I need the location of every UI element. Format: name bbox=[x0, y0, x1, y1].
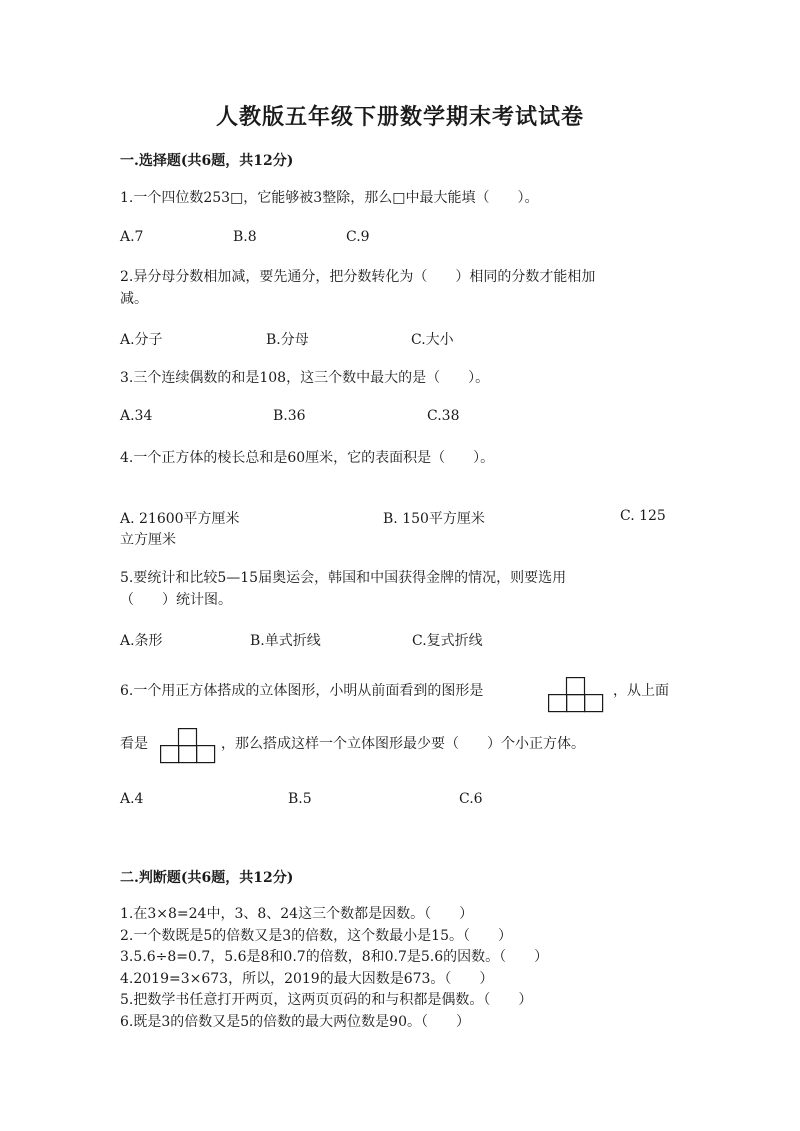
question-6-text-part2: ，从上面 bbox=[613, 683, 669, 699]
question-3-option-a: A.34 bbox=[120, 408, 153, 424]
question-5-text-line2: （ ）统计图。 bbox=[120, 592, 232, 608]
page-title: 人教版五年级下册数学期末考试试卷 bbox=[215, 104, 584, 130]
question-1-text: 1.一个四位数253□，它能够被3整除，那么□中最大能填（ ）。 bbox=[120, 190, 539, 206]
top-view-figure bbox=[160, 728, 216, 764]
judge-item-2: 2.一个数既是5的倍数又是3的倍数，这个数最小是15。（ ） bbox=[120, 927, 512, 944]
question-6-option-c: C.6 bbox=[459, 791, 483, 807]
question-2-text-line1: 2.异分母分数相加减，要先通分，把分数转化为（ ）相同的分数才能相加 bbox=[120, 269, 596, 285]
question-4-option-a: A. 21600平方厘米 bbox=[120, 511, 240, 527]
section-heading-judge: 二.判断题(共6题，共12分) bbox=[120, 870, 294, 886]
judge-item-6: 6.既是3的倍数又是5的倍数的最大两位数是90。（ ） bbox=[120, 1013, 470, 1030]
question-5-option-a: A.条形 bbox=[120, 633, 163, 649]
judge-item-3: 3.5.6÷8=0.7，5.6是8和0.7的倍数，8和0.7是5.6的因数。（ ） bbox=[120, 949, 549, 965]
question-6-option-b: B.5 bbox=[288, 791, 312, 807]
question-4-option-b: B. 150平方厘米 bbox=[383, 511, 485, 527]
judge-item-5: 5.把数学书任意打开两页，这两页页码的和与积都是偶数。（ ） bbox=[120, 992, 533, 1008]
question-1-option-b: B.8 bbox=[233, 229, 257, 245]
question-6-text-part4: ，那么搭成这样一个立体图形最少要（ ）个小正方体。 bbox=[221, 736, 585, 752]
question-2-text-line2: 减。 bbox=[120, 291, 148, 307]
judge-item-4: 4.2019=3×673，所以，2019的最大因数是673。（ ） bbox=[120, 970, 494, 987]
question-3-text: 3.三个连续偶数的和是108，这三个数中最大的是（ ）。 bbox=[120, 370, 490, 386]
question-4-option-c-wrap: 立方厘米 bbox=[120, 532, 176, 548]
front-view-figure bbox=[548, 677, 604, 713]
question-3-option-b: B.36 bbox=[273, 408, 306, 424]
question-2-option-a: A.分子 bbox=[120, 332, 163, 348]
question-3-option-c: C.38 bbox=[427, 408, 460, 424]
question-6-option-a: A.4 bbox=[120, 791, 144, 807]
question-6-text-part3: 看是 bbox=[120, 736, 148, 752]
question-4-text: 4.一个正方体的棱长总和是60厘米，它的表面积是（ ）。 bbox=[120, 450, 495, 466]
question-5-option-b: B.单式折线 bbox=[250, 633, 321, 649]
question-4-option-c: C. 125 bbox=[620, 508, 666, 524]
question-2-option-b: B.分母 bbox=[266, 332, 309, 348]
question-5-text-line1: 5.要统计和比较5—15届奥运会，韩国和中国获得金牌的情况，则要选用 bbox=[120, 570, 567, 586]
question-1-option-c: C.9 bbox=[346, 229, 370, 245]
question-1-option-a: A.7 bbox=[120, 229, 144, 245]
question-2-option-c: C.大小 bbox=[411, 332, 454, 348]
question-6-text-part1: 6.一个用正方体搭成的立体图形，小明从前面看到的图形是 bbox=[120, 683, 484, 699]
section-heading-choice: 一.选择题(共6题，共12分) bbox=[120, 153, 294, 169]
judge-item-1: 1.在3×8=24中，3、8、24这三个数都是因数。（ ） bbox=[120, 906, 474, 922]
question-5-option-c: C.复式折线 bbox=[412, 633, 483, 649]
